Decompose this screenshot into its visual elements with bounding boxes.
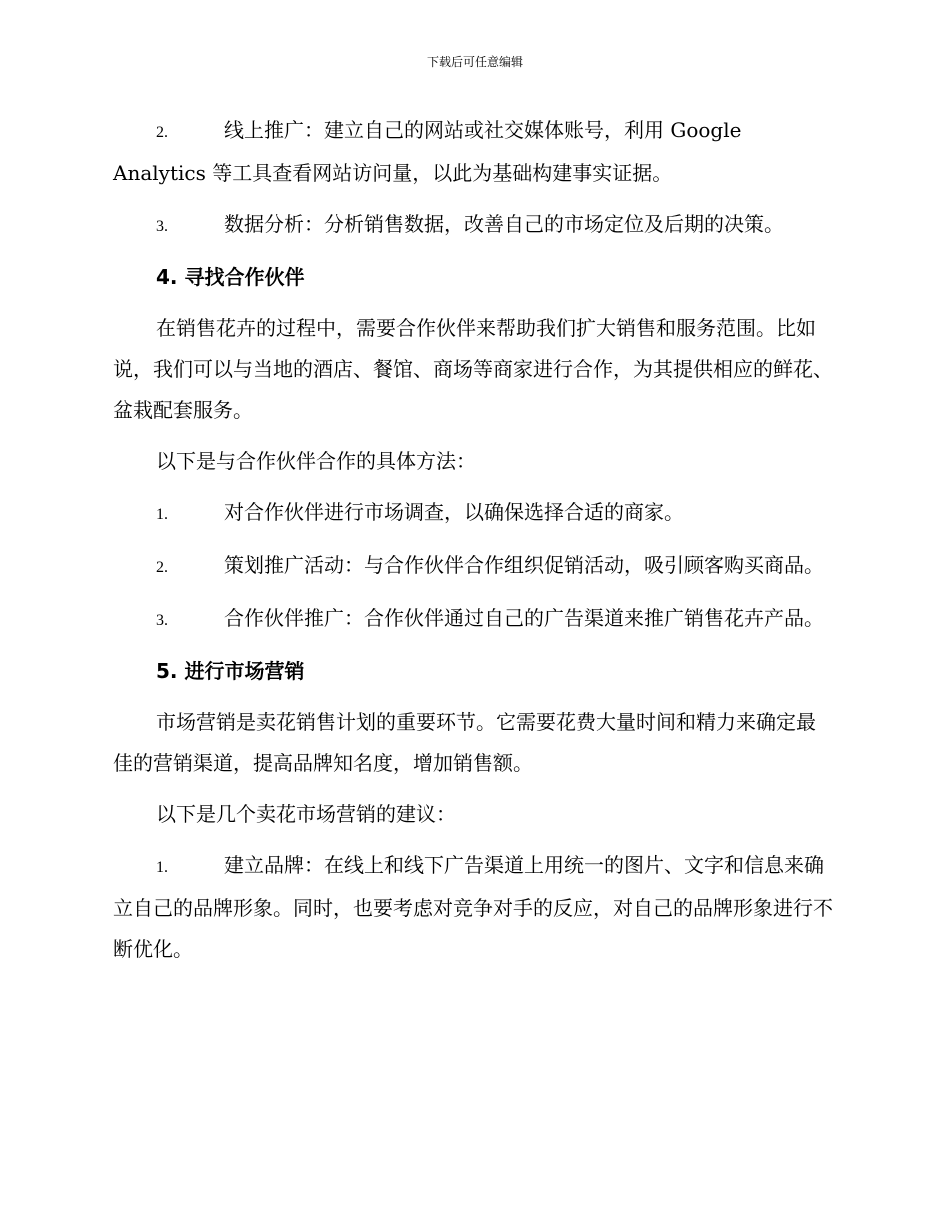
list-item (113, 845, 835, 970)
list-item-text: 建立品牌：在线上和线下广告渠道上用统一的图片、文字和信息来确立自己的品牌形象。同时，也要考虑对竞争对手的反应，对自己的品牌形象进行不断优化。 (113, 853, 833, 961)
list-item (113, 492, 835, 535)
list-item (113, 110, 835, 194)
list-number: 2. (156, 124, 168, 141)
page-header: 下载后可任意编辑 (426, 55, 523, 69)
paragraph: 以下是与合作伙伴合作的具体方法： (156, 449, 476, 473)
paragraph: 在销售花卉的过程中，需要合作伙伴来帮助我们扩大销售和服务范围。比如说，我们可以与当地的酒店、餐馆、商场等商家进行合作，为其提供相应的鲜花、盆栽配套服务。 (113, 316, 833, 422)
list-item-text: 合作伙伴推广：合作伙伴通过自己的广告渠道来推广销售花卉产品。 (224, 606, 824, 630)
list-item-text: 数据分析：分析销售数据，改善自己的市场定位及后期的决策。 (224, 212, 784, 236)
paragraph: 以下是几个卖花市场营销的建议： (156, 802, 456, 826)
section-heading: 5. 进行市场营销 (156, 659, 305, 683)
list-number: 2. (156, 559, 168, 576)
list-item-text: 对合作伙伴进行市场调查，以确保选择合适的商家。 (224, 500, 684, 524)
list-item (113, 598, 835, 641)
paragraph: 市场营销是卖花销售计划的重要环节。它需要花费大量时间和精力来确定最佳的营销渠道，提高品牌知名度，增加销售额。 (113, 710, 816, 775)
list-item-text: 线上推广：建立自己的网站或社交媒体账号，利用 Google Analytics 等工具查看网站访问量，以此为基础构建事实证据。 (113, 118, 742, 185)
list-number: 1. (156, 859, 168, 876)
list-number: 1. (156, 506, 168, 523)
list-item (113, 204, 835, 247)
list-number: 3. (156, 612, 168, 629)
list-item (113, 545, 835, 588)
list-number: 3. (156, 218, 168, 235)
section-heading: 4. 寻找合作伙伴 (156, 265, 305, 289)
document-body (113, 110, 835, 980)
list-item-text: 策划推广活动：与合作伙伴合作组织促销活动，吸引顾客购买商品。 (224, 553, 824, 577)
